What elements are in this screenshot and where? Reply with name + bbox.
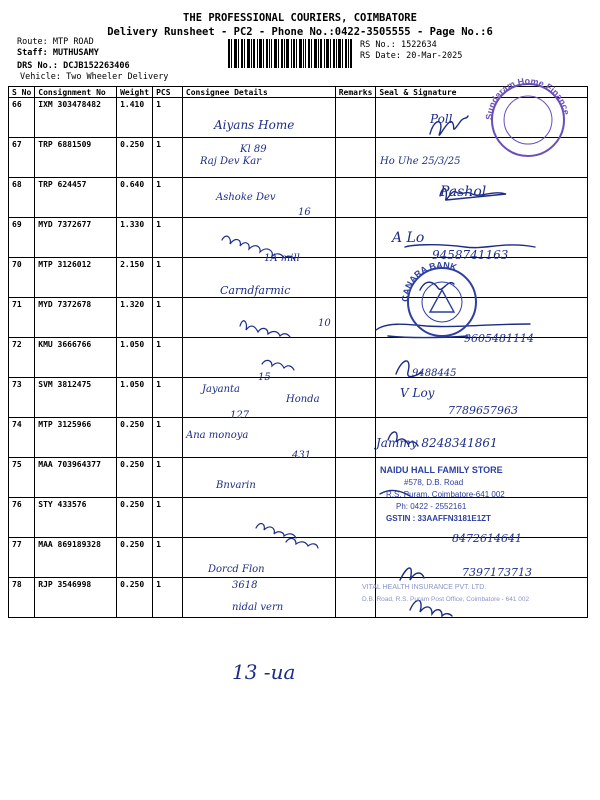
cell-pcs: 1 bbox=[153, 258, 183, 298]
cell-pcs: 1 bbox=[153, 378, 183, 418]
hw-consignee-74a: Ana monoya bbox=[186, 430, 249, 441]
cell-sno: 67 bbox=[9, 138, 35, 178]
cell-remarks bbox=[335, 298, 376, 338]
staff-line bbox=[17, 48, 99, 58]
cell-pcs: 1 bbox=[153, 458, 183, 498]
rs-date-label: RS Date: bbox=[360, 51, 401, 61]
col-consignee: Consignee Details bbox=[182, 87, 335, 98]
cell-sno: 73 bbox=[9, 378, 35, 418]
hw-consignee-78: nidal vern bbox=[232, 602, 284, 613]
hw-consignee-70a: 1A mill bbox=[264, 253, 300, 264]
cell-pcs: 1 bbox=[153, 338, 183, 378]
svg-text:CANARA BANK bbox=[400, 262, 459, 302]
naidu-stamp-addr2: R.S. Puram, Coimbatore-641 002 bbox=[386, 490, 505, 499]
cell-consignment-no: STY 433576 bbox=[35, 498, 117, 538]
sundaram-stamp-text: Sundaram Home Finance bbox=[483, 76, 572, 121]
route-label: Route: bbox=[17, 37, 48, 47]
hw-consignee-73a: Jayanta bbox=[202, 384, 241, 395]
cell-pcs: 1 bbox=[153, 178, 183, 218]
sig-71-phone: 9605481114 bbox=[464, 332, 534, 345]
sig-69-name: A Lo bbox=[392, 230, 425, 246]
cell-weight: 0.250 bbox=[117, 498, 153, 538]
sig-73-phone: 7789657963 bbox=[448, 404, 518, 417]
staff-value: MUTHUSAMY bbox=[52, 48, 99, 58]
svg-text:Sundaram Home Finance bbox=[484, 76, 572, 120]
vehicle-label: Vehicle: bbox=[20, 72, 61, 82]
cell-consignment-no: RJP 3546998 bbox=[35, 578, 117, 618]
hw-consignee-74b: 431 bbox=[292, 450, 312, 461]
cell-pcs: 1 bbox=[153, 138, 183, 178]
cell-consignee-details bbox=[182, 218, 335, 258]
hw-consignee-67a: Kl 89 bbox=[240, 144, 267, 155]
hw-consignee-73c: 127 bbox=[230, 410, 250, 421]
cell-remarks bbox=[335, 538, 376, 578]
cell-weight: 0.250 bbox=[117, 418, 153, 458]
hw-consignee-77b: 3618 bbox=[232, 580, 258, 591]
cell-weight: 0.250 bbox=[117, 458, 153, 498]
cell-consignment-no: MYD 7372678 bbox=[35, 298, 117, 338]
rs-date-line bbox=[360, 51, 462, 61]
cell-remarks bbox=[335, 498, 376, 538]
cell-pcs: 1 bbox=[153, 538, 183, 578]
cell-pcs: 1 bbox=[153, 498, 183, 538]
naidu-stamp-gstin: GSTIN : 33AAFFN3181E1ZT bbox=[386, 514, 491, 523]
cell-sno: 68 bbox=[9, 178, 35, 218]
canara-bank-stamp bbox=[398, 262, 488, 338]
cell-sno: 71 bbox=[9, 298, 35, 338]
rs-no-line bbox=[360, 40, 437, 50]
sig-76-phone: 8472614641 bbox=[452, 532, 522, 545]
cell-remarks bbox=[335, 218, 376, 258]
cell-sno: 72 bbox=[9, 338, 35, 378]
drs-value: DCJB152263406 bbox=[63, 61, 130, 71]
cell-remarks bbox=[335, 178, 376, 218]
rs-no-label: RS No.: bbox=[360, 40, 396, 50]
naidu-stamp-addr1: #578, D.B. Road bbox=[404, 478, 464, 487]
cell-sno: 69 bbox=[9, 218, 35, 258]
sig-74-phone: Jammy 8248341861 bbox=[376, 436, 498, 450]
sig-77-phone: 7397173713 bbox=[462, 566, 532, 579]
cell-weight: 1.330 bbox=[117, 218, 153, 258]
drs-line bbox=[17, 61, 130, 71]
hw-consignee-73b: Honda bbox=[286, 394, 320, 405]
hw-consignee-70b: Carndfarmic bbox=[220, 284, 291, 297]
cell-sno: 75 bbox=[9, 458, 35, 498]
cell-weight: 0.250 bbox=[117, 138, 153, 178]
sig-66-name: Poll bbox=[430, 112, 453, 126]
cell-sno: 77 bbox=[9, 538, 35, 578]
staff-label: Staff: bbox=[17, 48, 48, 58]
cell-consignment-no: MAA 869189328 bbox=[35, 538, 117, 578]
cell-consignment-no: KMU 3666766 bbox=[35, 338, 117, 378]
cell-remarks bbox=[335, 418, 376, 458]
sig-67: Ho Uhe 25/3/25 bbox=[380, 156, 461, 167]
cell-consignment-no: TRP 624457 bbox=[35, 178, 117, 218]
report-subtitle: Delivery Runsheet - PC2 - Phone No.:0422-3505555 - Page No.:6 bbox=[107, 26, 493, 38]
sig-68-name: Pashol bbox=[440, 184, 487, 200]
cell-weight: 1.320 bbox=[117, 298, 153, 338]
cell-weight: 2.150 bbox=[117, 258, 153, 298]
cell-weight: 0.640 bbox=[117, 178, 153, 218]
col-seal-signature: Seal & Signature bbox=[376, 87, 588, 98]
hw-consignee-77a: Dorcd Flon bbox=[208, 564, 265, 575]
cell-consignment-no: MYD 7372677 bbox=[35, 218, 117, 258]
cell-sno: 66 bbox=[9, 98, 35, 138]
hw-total-count: 13 -ua bbox=[232, 660, 296, 684]
vital-stamp-name: VITAL HEALTH INSURANCE PVT. LTD. bbox=[362, 584, 487, 591]
cell-remarks bbox=[335, 258, 376, 298]
cell-pcs: 1 bbox=[153, 218, 183, 258]
hw-consignee-68b: 16 bbox=[298, 207, 311, 218]
cell-consignment-no: MTP 3125966 bbox=[35, 418, 117, 458]
cell-consignment-no: SVM 3812475 bbox=[35, 378, 117, 418]
barcode bbox=[228, 39, 352, 68]
cell-consignee-details bbox=[182, 458, 335, 498]
canara-stamp-text: CANARA BANK bbox=[399, 262, 458, 303]
cell-sno: 76 bbox=[9, 498, 35, 538]
cell-weight: 1.050 bbox=[117, 338, 153, 378]
cell-consignee-details bbox=[182, 298, 335, 338]
col-consignment: Consignment No bbox=[35, 87, 117, 98]
route-line bbox=[17, 37, 94, 47]
rs-date-value: 20-Mar-2025 bbox=[406, 51, 463, 61]
cell-remarks bbox=[335, 378, 376, 418]
hw-consignee-68a: Ashoke Dev bbox=[216, 192, 276, 203]
cell-consignment-no: MTP 3126012 bbox=[35, 258, 117, 298]
hw-consignee-66: Aiyans Home bbox=[214, 118, 295, 132]
col-weight: Weight bbox=[117, 87, 153, 98]
hw-consignee-71: 10 bbox=[318, 318, 331, 329]
cell-weight: 0.250 bbox=[117, 538, 153, 578]
cell-consignment-no: MAA 703964377 bbox=[35, 458, 117, 498]
cell-sno: 78 bbox=[9, 578, 35, 618]
drs-label: DRS No.: bbox=[17, 61, 58, 71]
cell-consignment-no: IXM 303478482 bbox=[35, 98, 117, 138]
naidu-stamp-phone: Ph: 0422 - 2552161 bbox=[396, 502, 467, 511]
cell-remarks bbox=[335, 458, 376, 498]
col-pcs: PCS bbox=[153, 87, 183, 98]
cell-pcs: 1 bbox=[153, 298, 183, 338]
cell-sno: 74 bbox=[9, 418, 35, 458]
sundaram-home-finance-stamp bbox=[478, 76, 578, 158]
vehicle-line bbox=[20, 72, 168, 82]
hw-consignee-67b: Raj Dev Kar bbox=[200, 156, 261, 167]
cell-consignment-no: TRP 6881509 bbox=[35, 138, 117, 178]
cell-weight: 1.410 bbox=[117, 98, 153, 138]
col-remarks: Remarks bbox=[335, 87, 376, 98]
cell-remarks bbox=[335, 138, 376, 178]
sig-72-phone: 9488445 bbox=[412, 368, 457, 379]
report-title: THE PROFESSIONAL COURIERS, COIMBATORE bbox=[183, 12, 417, 24]
col-sno: S No bbox=[9, 87, 35, 98]
sig-69-phone: 9458741163 bbox=[432, 248, 509, 262]
cell-pcs: 1 bbox=[153, 98, 183, 138]
cell-remarks bbox=[335, 98, 376, 138]
cell-remarks bbox=[335, 338, 376, 378]
cell-consignee-details bbox=[182, 498, 335, 538]
route-value: MTP ROAD bbox=[52, 37, 94, 47]
rs-no-value: 1522634 bbox=[400, 40, 437, 50]
hw-consignee-72: 15 bbox=[258, 372, 271, 383]
vehicle-value: Two Wheeler Delivery bbox=[66, 72, 169, 82]
hw-consignee-75: Bnvarin bbox=[216, 480, 256, 491]
vital-stamp-addr: D.B. Road, R.S. Puram Post Office, Coimbatore - 641 002 bbox=[362, 596, 530, 603]
cell-weight: 1.050 bbox=[117, 378, 153, 418]
naidu-stamp-name: NAIDU HALL FAMILY STORE bbox=[380, 465, 503, 475]
sig-73-name: V Loy bbox=[400, 386, 435, 400]
cell-sno: 70 bbox=[9, 258, 35, 298]
cell-weight: 0.250 bbox=[117, 578, 153, 618]
cell-pcs: 1 bbox=[153, 578, 183, 618]
cell-pcs: 1 bbox=[153, 418, 183, 458]
